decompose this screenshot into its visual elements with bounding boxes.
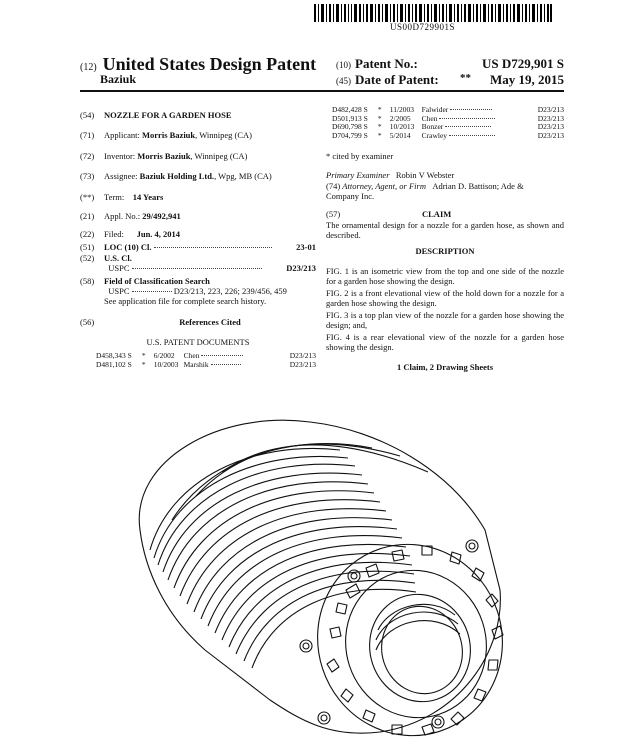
loc-value: 23-01 bbox=[296, 242, 316, 252]
ref-star: * bbox=[141, 359, 146, 369]
leader-dots bbox=[132, 291, 172, 292]
leader-dots bbox=[211, 364, 241, 365]
ref-number: D690,798 S bbox=[332, 122, 368, 131]
description-title: DESCRIPTION bbox=[415, 246, 475, 256]
us-cl-field bbox=[80, 253, 316, 273]
applicant-label: Applicant: bbox=[104, 130, 140, 140]
fig-1-description: FIG. 1 is an isometric view from the top and one side of the nozzle for a garden hose showing the design. bbox=[326, 266, 564, 286]
leader-dots bbox=[449, 135, 495, 136]
references-heading bbox=[80, 317, 316, 327]
page-title: United States Design Patent bbox=[102, 54, 317, 74]
fcs-label: Field of Classification Search bbox=[104, 276, 210, 286]
leader-dots bbox=[445, 126, 491, 127]
table-row bbox=[332, 132, 564, 141]
ref-class: D23/213 bbox=[289, 359, 316, 369]
attorney-label: Attorney, Agent, or Firm bbox=[342, 181, 426, 191]
ref-class: D23/213 bbox=[537, 113, 564, 123]
inventor-label: Inventor: bbox=[104, 151, 136, 161]
attorney-code: (74) bbox=[326, 181, 341, 191]
ref-star: * bbox=[377, 113, 382, 123]
ref-number: D482,428 S bbox=[332, 105, 368, 114]
loc-field bbox=[80, 242, 316, 252]
patent-number-line bbox=[336, 56, 564, 72]
fig-3-description: FIG. 3 is a top plan view of the nozzle for a garden hose showing the design; and, bbox=[326, 310, 564, 330]
date-line bbox=[336, 72, 564, 88]
ref-class: D23/213 bbox=[537, 105, 564, 114]
claim-title: CLAIM bbox=[422, 209, 452, 219]
uspc-value: D23/213 bbox=[286, 263, 316, 273]
header-rule bbox=[80, 90, 564, 92]
applicant-location: , Winnipeg (CA) bbox=[195, 130, 253, 140]
date-code: (45) bbox=[336, 76, 351, 86]
leader-dots bbox=[201, 355, 243, 356]
appl-no-field bbox=[80, 211, 316, 221]
references-title: References Cited bbox=[179, 317, 241, 327]
claim-code: (57) bbox=[326, 209, 341, 219]
patent-no-value: US D729,901 S bbox=[482, 56, 564, 71]
cited-note: * cited by examiner bbox=[326, 151, 394, 161]
field-code: (71) bbox=[80, 130, 95, 140]
ref-date: 2/2005 bbox=[389, 113, 411, 123]
assignee-field bbox=[80, 171, 316, 181]
fcs-uspc-value: D23/213, 223, 226; 239/456, 459 bbox=[173, 286, 287, 296]
field-code: (51) bbox=[80, 242, 95, 252]
ref-number: D458,343 S bbox=[96, 351, 132, 360]
field-code: (72) bbox=[80, 151, 95, 161]
inventor-name: Morris Baziuk bbox=[137, 151, 191, 161]
filed-field bbox=[80, 229, 316, 239]
field-code: (22) bbox=[80, 229, 95, 239]
ref-class: D23/213 bbox=[537, 130, 564, 140]
applicant-name: Morris Baziuk bbox=[142, 130, 196, 140]
ref-date: 5/2014 bbox=[389, 130, 411, 140]
table-row bbox=[96, 361, 316, 370]
leader-dots bbox=[132, 268, 262, 269]
patent-no-label: Patent No.: bbox=[355, 56, 418, 71]
ref-date: 10/2003 bbox=[153, 359, 179, 369]
ref-date: 10/2013 bbox=[389, 122, 415, 131]
reference-list-right bbox=[332, 106, 564, 140]
patent-no-code: (10) bbox=[336, 60, 351, 70]
inventor-location: , Winnipeg (CA) bbox=[190, 151, 248, 161]
ref-name: Marshik bbox=[183, 359, 209, 369]
field-code: (56) bbox=[80, 317, 95, 327]
leader-dots bbox=[450, 109, 492, 110]
field-code: (54) bbox=[80, 110, 95, 120]
term-value: 14 Years bbox=[132, 192, 164, 202]
classification-search-field bbox=[80, 276, 316, 306]
nozzle-illustration bbox=[110, 400, 530, 742]
ref-star: * bbox=[377, 122, 382, 131]
ref-date: 11/2003 bbox=[389, 105, 415, 114]
title-field bbox=[80, 110, 316, 120]
fig-2-description: FIG. 2 is a front elevational view of the hold down for a nozzle for a garden hose showing the design. bbox=[326, 288, 564, 308]
fig-4-description: FIG. 4 is a rear elevational view of the nozzle for a garden hose showing the design. bbox=[326, 332, 564, 352]
invention-title: NOZZLE FOR A GARDEN HOSE bbox=[104, 110, 232, 120]
attorney-value: Adrian D. Battison; Ade & bbox=[432, 181, 524, 191]
barcode-number: US00D729901S bbox=[390, 22, 456, 32]
ref-name: Chen bbox=[421, 113, 438, 123]
date-stars: ** bbox=[460, 72, 471, 84]
assignee-label: Assignee: bbox=[104, 171, 138, 181]
leader-dots bbox=[439, 118, 495, 119]
attorney-value-continued: Company Inc. bbox=[326, 191, 375, 201]
field-code: (58) bbox=[80, 276, 95, 286]
primary-examiner bbox=[326, 170, 564, 180]
barcode-graphic bbox=[314, 4, 552, 22]
primary-examiner-name: Robin V Webster bbox=[395, 170, 455, 180]
kind-code: (12) bbox=[80, 62, 97, 73]
applicant-field bbox=[80, 130, 316, 140]
term-field bbox=[80, 192, 316, 202]
date-value: May 19, 2015 bbox=[489, 72, 564, 87]
ref-star: * bbox=[377, 105, 382, 114]
attorney bbox=[326, 181, 564, 201]
term-label: Term: bbox=[104, 192, 125, 202]
filed-label: Filed: bbox=[104, 229, 124, 239]
ref-class: D23/213 bbox=[289, 351, 316, 360]
appl-no-label: Appl. No.: bbox=[104, 211, 141, 221]
reference-list-left bbox=[96, 352, 316, 369]
uspc-label: USPC bbox=[108, 263, 130, 273]
ref-number: D481,102 S bbox=[96, 359, 132, 369]
ref-number: D704,799 S bbox=[332, 130, 368, 140]
fcs-note: See application file for complete search history. bbox=[104, 296, 267, 306]
field-code: (21) bbox=[80, 211, 95, 221]
loc-label: LOC (10) Cl. bbox=[104, 242, 152, 252]
assignee-location: , Wpg, MB (CA) bbox=[214, 171, 272, 181]
filed-value: Jun. 4, 2014 bbox=[136, 229, 181, 239]
date-label: Date of Patent: bbox=[355, 72, 439, 87]
claim-heading bbox=[326, 209, 564, 219]
ref-name: Crawley bbox=[421, 130, 448, 140]
appl-no-value: 29/492,941 bbox=[142, 211, 181, 221]
fcs-uspc-label: USPC bbox=[108, 286, 130, 296]
inventor-surname: Baziuk bbox=[100, 72, 137, 86]
ref-date: 6/2002 bbox=[153, 351, 175, 360]
claims-sheets: 1 Claim, 2 Drawing Sheets bbox=[396, 362, 494, 372]
ref-class: D23/213 bbox=[537, 122, 564, 131]
assignee-name: Baziuk Holding Ltd. bbox=[139, 171, 215, 181]
us-cl-label: U.S. Cl. bbox=[104, 253, 132, 263]
nozzle-drawing bbox=[110, 400, 530, 742]
ref-star: * bbox=[377, 130, 382, 140]
field-code: (52) bbox=[80, 253, 95, 263]
claim-text: The ornamental design for a nozzle for a garden hose, as shown and described. bbox=[326, 220, 564, 240]
refs-subtitle: U.S. PATENT DOCUMENTS bbox=[146, 337, 250, 347]
ref-number: D501,913 S bbox=[332, 113, 368, 123]
field-code: (**) bbox=[80, 192, 95, 202]
inventor-field bbox=[80, 151, 316, 161]
ref-name: Falwider bbox=[421, 105, 449, 114]
ref-name: Chen bbox=[183, 351, 200, 360]
field-code: (73) bbox=[80, 171, 95, 181]
ref-name: Bonzer bbox=[421, 122, 444, 131]
leader-dots bbox=[154, 247, 272, 248]
ref-star: * bbox=[141, 351, 146, 360]
primary-examiner-label: Primary Examiner bbox=[326, 170, 390, 180]
